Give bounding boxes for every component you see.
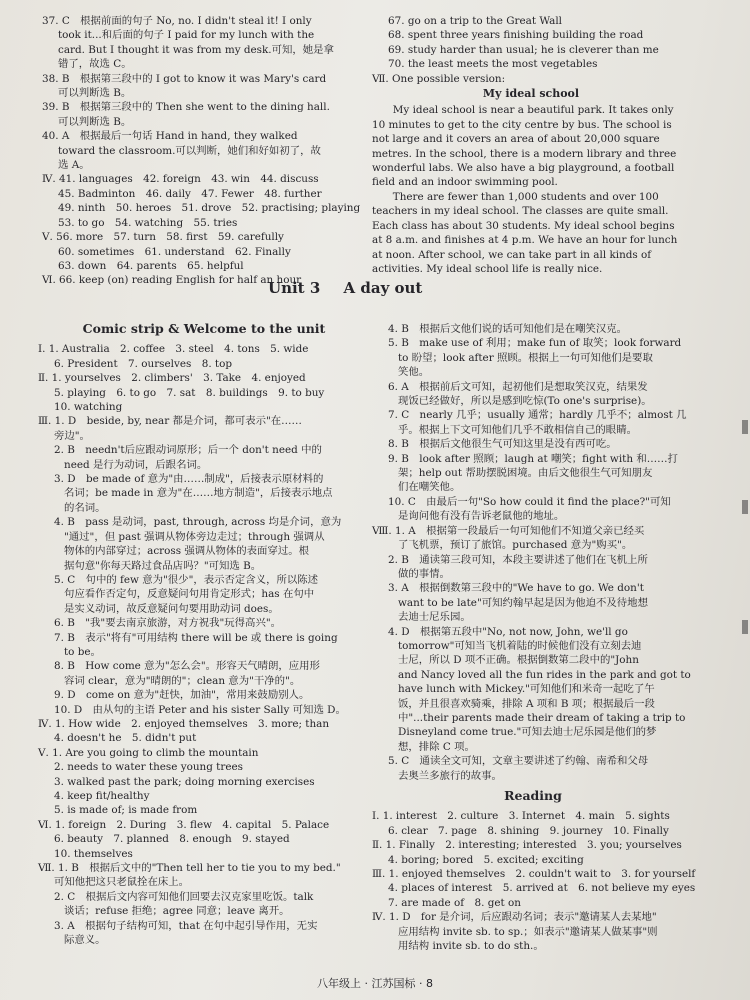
answer-line: 5. C 句中的 few 意为"很少"，表示否定含义，所以陈述 (54, 573, 319, 586)
essay-line: metres. In the school, there is a modern library and three (372, 147, 677, 160)
answer-line: 选 A。 (58, 159, 90, 172)
answer-line: Ⅵ. 1. foreign 2. During 3. flew 4. capital 5. Palace (38, 818, 330, 831)
answer-line: 4. boring; bored 5. excited; exciting (388, 853, 584, 866)
essay-line: My ideal school is near a beautiful park. It takes only (372, 104, 674, 117)
answer-line: 4. B 根据后文他们说的话可知他们是在嘲笑汉克。 (388, 323, 628, 335)
answer-line: 6. clear 7. page 8. shining 9. journey 10. Finally (388, 824, 669, 837)
answer-line: 现饭已经做好，所以是感到吃惊(To one's surprise)。 (398, 395, 652, 408)
unit-title (268, 279, 440, 297)
essay-line: at 8 a.m. and finishes at 4 p.m. We have an hour for lunch (372, 234, 678, 247)
top-left-column (42, 14, 364, 288)
answer-line: 9. D come on 意为"赶快，加油"，常用来鼓励别人。 (54, 689, 310, 702)
answer-line: 乎。根据上下文可知他们几乎不敢相信自己的眼睛。 (398, 423, 637, 436)
answer-line: 错了，故选 C。 (58, 58, 132, 71)
answer-line: Disneyland come true."可知去迪士尼乐园是他们的梦 (398, 726, 657, 739)
answer-line: Ⅶ. One possible version: (372, 72, 506, 85)
answer-line: Ⅱ. 1. yourselves 2. climbers' 3. Take 4. enjoyed (38, 372, 306, 385)
answer-line: toward the classroom.可以判断，她们和好如初了，故 (58, 144, 321, 157)
answer-line: 9. B look after 照顾；laugh at 嘲笑；fight with 和……打 (388, 452, 678, 465)
section-title-comic-strip: Comic strip & Welcome to the unit (82, 321, 326, 336)
answer-line: 2. C 根据后文内容可知他们回要去汉克家里吃饭。talk (54, 890, 314, 903)
essay-line: at noon. After school, we can take part in all kinds of (372, 248, 652, 261)
answer-line: 4. B pass 是动词，past, through, across 均是介词，意为 (54, 516, 342, 529)
answer-line: 2. needs to water these young trees (54, 761, 243, 774)
bottom-left-column (38, 322, 370, 947)
answer-line: 3. walked past the park; doing morning exercises (54, 775, 315, 788)
bottom-right-column (372, 322, 694, 953)
answer-line: 是询问他有没有告诉老鼠他的地址。 (398, 510, 565, 523)
answer-line: 7. B 表示"将有"可用结构 there will be 或 there is going (54, 631, 338, 644)
essay-paragraph-2 (372, 190, 690, 276)
answer-line: 70. the least meets the most vegetables (388, 58, 598, 71)
answer-line: 容词 clear，意为"晴朗的"；clean 意为"干净的"。 (64, 674, 301, 687)
answer-line: Ⅰ. 1. Australia 2. coffee 3. steel 4. tons 5. wide (38, 343, 309, 356)
answer-line: tomorrow"可知当飞机着陆的时候他们没有立刻去迪 (398, 639, 642, 652)
unit-number: Unit 3 (268, 279, 321, 297)
essay-line: field and an indoor swimming pool. (372, 176, 558, 189)
answer-line: Ⅳ. 1. How wide 2. enjoyed themselves 3. more; than (38, 717, 330, 730)
essay-line: activities. My ideal school life is really nice. (372, 262, 603, 275)
answer-line: 应用结构 invite sb. to sp.；如表示"邀请某人做某事"则 (398, 925, 658, 938)
answer-line: Ⅷ. 1. A 根据第一段最后一句可知他们不知道父亲已经买 (372, 524, 645, 537)
answer-line: 67. go on a trip to the Great Wall (388, 15, 562, 27)
answer-line: 7. C nearly 几乎；usually 通常；hardly 几乎不；almost 几 (388, 409, 687, 422)
margin-mark (742, 420, 748, 434)
answer-line: 10. D 由从句的主语 Peter and his sister Sally 可知选 D。 (54, 703, 346, 716)
answer-line: 做的事情。 (398, 567, 450, 580)
answer-line: 5. playing 6. to go 7. sat 8. buildings 9. to buy (54, 386, 325, 399)
answer-line: 6. President 7. ourselves 8. top (54, 357, 233, 370)
answer-line: 去奥兰多旅行的故事。 (398, 769, 502, 782)
answer-line: 40. A 根据最后一句话 Hand in hand, they walked (42, 130, 298, 143)
answer-line: 6. beauty 7. planned 8. enough 9. stayed (54, 833, 290, 846)
answer-line: Ⅶ. 1. B 根据后文中的"Then tell her to tie you to my bed." (38, 862, 341, 875)
answer-line: to be。 (64, 645, 101, 658)
answer-line: 38. B 根据第三段中的 I got to know it was Mary's card (42, 72, 327, 85)
answer-line: Ⅰ. 1. interest 2. culture 3. Internet 4. main 5. sights (372, 810, 670, 823)
page-footer: 八年级上 · 江苏国标 · 8 (317, 977, 433, 990)
answer-line: 10. watching (54, 401, 123, 414)
answer-line: 53. to go 54. watching 55. tries (58, 216, 238, 229)
answer-line: 10. C 由最后一句"So how could it find the place?"可知 (388, 495, 671, 508)
answer-line: 4. doesn't he 5. didn't put (54, 732, 197, 745)
answer-line: 笑他。 (398, 366, 430, 379)
answer-line: 饭，并且很喜欢骑乘，排除 A 项和 B 项；根据最后一段 (398, 697, 655, 710)
answer-line: 4. places of interest 5. arrived at 6. not believe my eyes (388, 882, 696, 895)
answer-line: 据句意"你每天路过食品店吗？"可知选 B。 (64, 559, 262, 572)
answer-line: 3. A 根据句子结构可知，that 在句中起引导作用，无实 (54, 919, 318, 932)
top-right-column (372, 14, 690, 276)
answer-line: 4. D 根据第五段中"No, not now, John, we'll go (388, 625, 628, 638)
answer-line: card. But I thought it was from my desk.可知，她是拿 (58, 43, 334, 56)
answer-line: 10. themselves (54, 847, 133, 860)
answer-line: 2. B needn't后应跟动词原形；后一个 don't need 中的 (54, 444, 322, 457)
answer-line: 们在嘲笑他。 (398, 481, 461, 494)
answer-line: 68. spent three years finishing building the road (388, 29, 644, 42)
answer-line: Ⅲ. 1. D beside, by, near 都是介词，都可表示"在…… (38, 415, 302, 428)
answer-line: 60. sometimes 61. understand 62. Finally (58, 245, 291, 258)
essay-line: wonderful labs. We also have a big playground, a football (372, 162, 675, 175)
answer-line: 45. Badminton 46. daily 47. Fewer 48. further (58, 187, 322, 200)
answer-line: 4. keep fit/healthy (54, 790, 150, 802)
answer-line: Ⅵ. 66. keep (on) reading English for half an hour (42, 274, 302, 287)
essay-line: Each class has about 30 students. My ideal school begins (372, 219, 675, 232)
answer-line: Ⅲ. 1. enjoyed themselves 2. couldn't wait to 3. for yourself (372, 868, 696, 881)
answer-line: 3. D be made of 意为"由……制成"，后接表示原材料的 (54, 473, 324, 486)
answer-line: to 盼望；look after 照顾。根据上一句可知他们是要取 (398, 351, 653, 364)
answer-line: 8. B How come 意为"怎么会"。形容天气晴朗，应用形 (54, 660, 320, 673)
answer-line: 的名词。 (64, 501, 106, 514)
answer-line: 37. C 根据前面的句子 No, no. I didn't steal it! I only (42, 15, 312, 27)
essay-line: not large and it covers an area of about 20,000 square (372, 133, 660, 146)
answer-line: 39. B 根据第三段中的 Then she went to the dining hall. (42, 101, 330, 114)
answer-line: Ⅳ. 1. D for 是介词，后应跟动名词；表示"邀请某人去某地" (372, 911, 657, 924)
essay-line: 10 minutes to get to the city centre by bus. The school is (372, 118, 672, 131)
answer-line: 3. A 根据倒数第三段中的"We have to go. We don't (388, 582, 644, 595)
answer-line: took it...和后面的句子 I paid for my lunch with the (58, 29, 315, 42)
unit-name: A day out (343, 279, 423, 297)
answer-line: 6. B "我"要去南京旅游，对方祝我"玩得高兴"。 (54, 617, 281, 630)
answer-line: 5. C 通读全文可知，文章主要讲述了约翰、南希和父母 (388, 755, 649, 768)
answer-line: 中"...their parents made their dream of taking a trip to (398, 711, 686, 724)
margin-mark (742, 500, 748, 514)
answer-line: 际意义。 (64, 934, 106, 947)
essay-line: There are fewer than 1,000 students and over 100 (372, 190, 659, 203)
answer-line: have lunch with Mickey."可知他们和米奇一起吃了午 (398, 683, 655, 696)
answer-line: 49. ninth 50. heroes 51. drove 52. practising; playing (58, 202, 361, 215)
answer-line: 句应看作否定句，反意疑问句用肯定形式；has 在句中 (64, 588, 315, 601)
answer-line: "通过"，但 past 强调从物体旁边走过；through 强调从 (64, 530, 325, 543)
answer-line: Ⅳ. 41. languages 42. foreign 43. win 44. discuss (42, 173, 319, 186)
answer-line: 士尼，所以 D 项不正确。根据倒数第二段中的"John (398, 654, 639, 667)
answer-line: 5. is made of; is made from (54, 804, 198, 817)
answer-line: 了飞机票，预订了旅馆。purchased 意为"购买"。 (398, 539, 633, 552)
answer-line: 8. B 根据后文他很生气可知这里是没有西可吃。 (388, 438, 617, 451)
answer-line: Ⅱ. 1. Finally 2. interesting; interested 3. you; yourselves (372, 839, 682, 852)
answer-line: 63. down 64. parents 65. helpful (58, 259, 244, 272)
answer-line: Ⅴ. 56. more 57. turn 58. first 59. carefully (42, 231, 284, 244)
answer-line: need 是行为动词，后跟名词。 (64, 458, 208, 471)
answer-line: 7. are made of 8. get on (388, 896, 521, 909)
answer-line: 6. A 根据前后文可知，起初他们是想取笑汉克，结果发 (388, 380, 648, 393)
answer-line: 2. B 通读第三段可知，本段主要讲述了他们在飞机上所 (388, 553, 648, 566)
section-title-reading: Reading (504, 788, 562, 803)
essay-line: teachers in my ideal school. The classes are quite small. (372, 205, 669, 218)
answer-line: 想，排除 C 项。 (398, 740, 475, 753)
answer-line: 架；help out 帮助摆脱困境。由后文他很生气可知朋友 (398, 467, 653, 480)
essay-paragraph-1 (372, 103, 690, 189)
answer-line: 名词；be made in 意为"在……地方制造"，后接表示地点 (64, 487, 333, 500)
answer-line: 旁边"。 (54, 429, 90, 442)
margin-mark (742, 620, 748, 634)
answer-line: 用结构 invite sb. to do sth.。 (398, 940, 544, 953)
answer-line: 可以判断选 B。 (58, 115, 132, 128)
answer-line: 69. study harder than usual; he is cleverer than me (388, 43, 659, 56)
answer-line: 谈话；refuse 拒绝；agree 同意；leave 离开。 (64, 905, 290, 918)
answer-line: want to be late"可知约翰早起是因为他迫不及待地想 (398, 596, 648, 609)
answer-line: 可以判断选 B。 (58, 87, 132, 100)
answer-line: 去迪士尼乐园。 (398, 611, 471, 624)
answer-line: 可知他把这只老鼠拴在床上。 (54, 876, 190, 889)
answer-line: and Nancy loved all the fun rides in the park and got to (398, 668, 691, 681)
answer-line: Ⅴ. 1. Are you going to climb the mountain (38, 746, 259, 759)
answer-line: 5. B make use of 利用；make fun of 取笑；look forward (388, 337, 682, 350)
answer-line: 物体的内部穿过；across 强调从物体的表面穿过。根 (64, 545, 310, 558)
essay-title: My ideal school (482, 87, 580, 101)
answer-line: 是实义动词，故反意疑问句要用助动词 does。 (64, 602, 279, 615)
